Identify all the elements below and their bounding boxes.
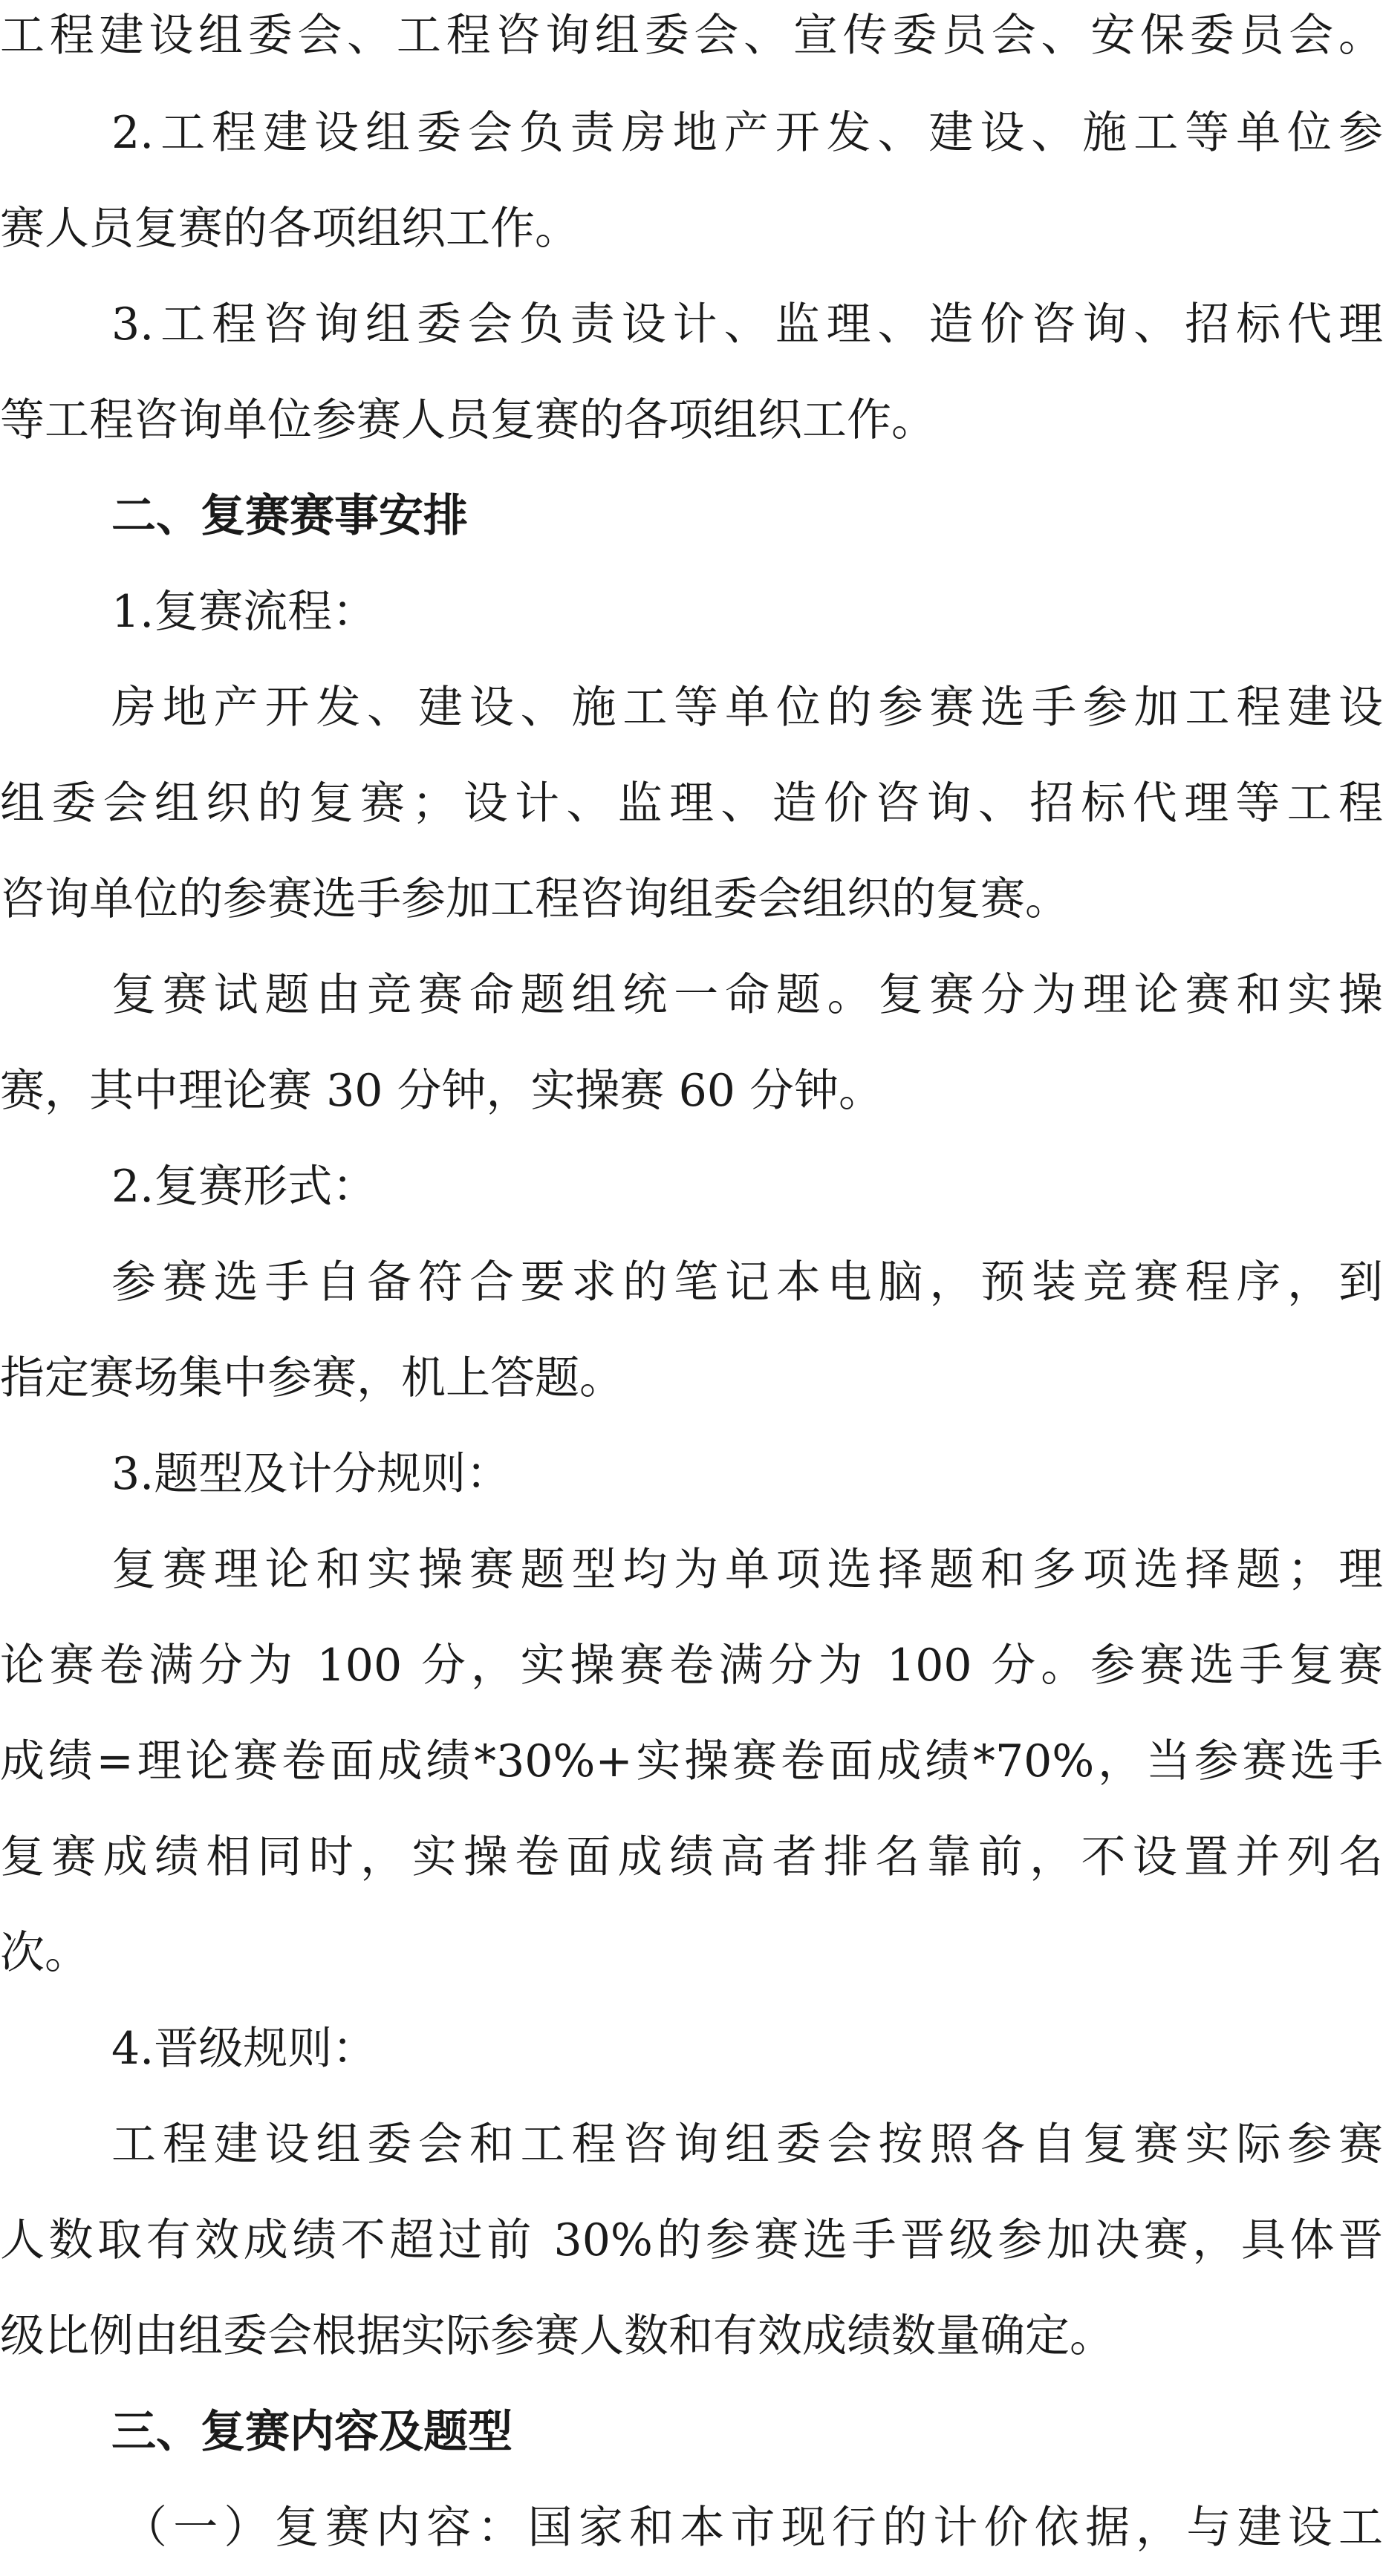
- paragraph-line: 等工程咨询单位参赛人员复赛的各项组织工作。: [0, 394, 936, 446]
- paragraph-line: 房地产开发、建设、施工等单位的参赛选手参加工程建设: [111, 682, 1383, 734]
- section-heading-3: 三、复赛内容及题型: [111, 2406, 512, 2458]
- sub-heading-2: 2.复赛形式：: [111, 1161, 377, 1213]
- paragraph-line: 参赛选手自备符合要求的笔记本电脑，预装竞赛程序，到: [111, 1256, 1383, 1308]
- paragraph-line: 赛，其中理论赛 30 分钟，实操赛 60 分钟。: [0, 1065, 883, 1117]
- paragraph-line: 次。: [0, 1927, 89, 1979]
- paragraph-line: 人数取有效成绩不超过前 30%的参赛选手晋级参加决赛，具体晋: [0, 2214, 1383, 2266]
- list-item-3: 3.工程咨询组委会负责设计、监理、造价咨询、招标代理: [111, 299, 1383, 350]
- paragraph-line: 指定赛场集中参赛，机上答题。: [0, 1352, 624, 1404]
- paragraph-line: 赛人员复赛的各项组织工作。: [0, 203, 579, 255]
- paragraph-line: 成绩=理论赛卷面成绩*30%+实操赛卷面成绩*70%，当参赛选手: [0, 1735, 1383, 1787]
- paragraph-line: 复赛成绩相同时，实操卷面成绩高者排名靠前，不设置并列名: [0, 1831, 1383, 1883]
- paragraph-line: 复赛试题由竞赛命题组统一命题。复赛分为理论赛和实操: [111, 969, 1383, 1021]
- paragraph-line: 论赛卷满分为 100 分，实操赛卷满分为 100 分。参赛选手复赛: [0, 1640, 1383, 1692]
- list-item-2: 2.工程建设组委会负责房地产开发、建设、施工等单位参: [111, 107, 1383, 159]
- paragraph-line: 工程建设组委会和工程咨询组委会按照各自复赛实际参赛: [111, 2119, 1383, 2171]
- paragraph-line: 复赛理论和实操赛题型均为单项选择题和多项选择题；理: [111, 1544, 1383, 1596]
- paragraph-line: 咨询单位的参赛选手参加工程咨询组委会组织的复赛。: [0, 873, 1070, 925]
- sub-heading-1: 1.复赛流程：: [111, 586, 377, 638]
- paragraph-line: 工程建设组委会、工程咨询组委会、宣传委员会、安保委员会。: [0, 10, 1383, 62]
- sub-heading-4: 4.晋级规则：: [111, 2023, 377, 2075]
- paragraph-line: （一）复赛内容：国家和本市现行的计价依据，与建设工: [123, 2502, 1383, 2554]
- section-heading-2: 二、复赛赛事安排: [111, 490, 468, 542]
- paragraph-line: 组委会组织的复赛；设计、监理、造价咨询、招标代理等工程: [0, 777, 1383, 829]
- sub-heading-3: 3.题型及计分规则：: [111, 1448, 511, 1500]
- paragraph-line: 级比例由组委会根据实际参赛人数和有效成绩数量确定。: [0, 2310, 1114, 2362]
